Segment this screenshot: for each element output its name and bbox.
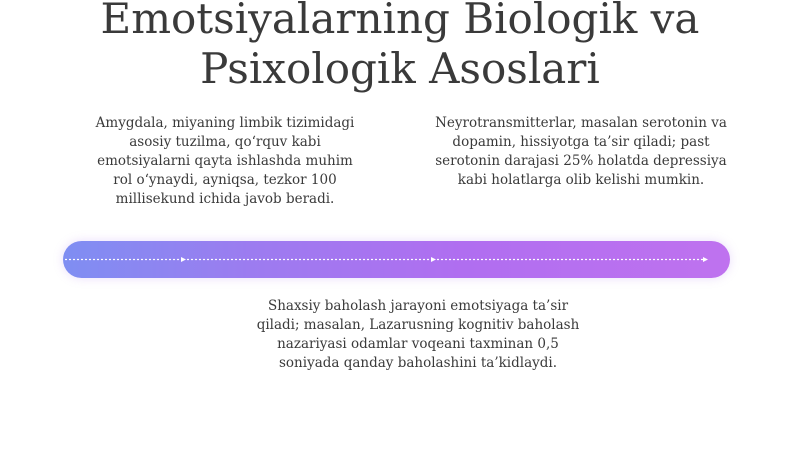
text-line: qiladi; masalan, Lazarusning kognitiv baholash — [256, 317, 580, 333]
text-line: millisekund ichida javob beradi. — [115, 191, 335, 207]
timeline-bar — [63, 241, 730, 278]
text-block-neurotransmitters — [416, 114, 746, 190]
text-line: asosiy tuzilma, qo‘rquv kabi — [129, 134, 321, 150]
text-block-amygdala — [72, 114, 378, 209]
arrow-head-icon — [703, 257, 708, 262]
arrow-head-icon — [181, 257, 186, 262]
text-line: serotonin darajasi 25% holatda depressiya — [435, 153, 727, 169]
slide-title — [0, 0, 800, 94]
text-line: Amygdala, miyaning limbik tizimidagi — [95, 115, 355, 131]
text-line: Shaxsiy baholash jarayoni emotsiyaga ta’sir — [267, 298, 569, 314]
arrow-head-icon — [431, 257, 436, 262]
text-line: soniyada qanday baholashini ta’kidlaydi. — [279, 355, 557, 371]
timeline-arrows — [63, 241, 730, 278]
text-block-appraisal — [238, 297, 598, 373]
text-line: dopamin, hissiyotga ta’sir qiladi; past — [452, 134, 710, 150]
text-line: nazariyasi odamlar voqeani taxminan 0,5 — [277, 336, 559, 352]
text-line: kabi holatlarga olib kelishi mumkin. — [457, 172, 705, 188]
title-line-2: Psixologik Asoslari — [200, 44, 600, 93]
text-line: emotsiyalarni qayta ishlashda muhim — [97, 153, 353, 169]
text-line: Neyrotransmitterlar, masalan serotonin va — [435, 115, 727, 131]
text-line: rol o‘ynaydi, ayniqsa, tezkor 100 — [113, 172, 337, 188]
title-line-1: Emotsiyalarning Biologik va — [100, 0, 700, 43]
